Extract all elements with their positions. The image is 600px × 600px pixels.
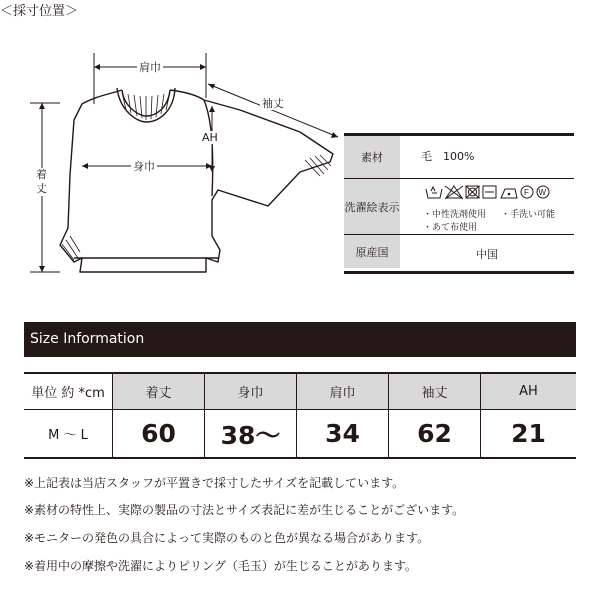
size-table [24,372,576,459]
sleeve-label: 袖丈 [262,97,284,110]
care-icons [401,182,574,204]
care-note-hand-wash: ・手洗い可能 [501,210,556,220]
ah-label: AH [202,131,218,144]
note-2: ※素材の特性上、実際の製品の寸法とサイズ表記に差が生じることがございます。 [24,503,465,517]
note-3: ※モニターの発色の具合によって実際のものと色が異なる場合があります。 [24,531,430,545]
shoulder-value: 34 [325,419,360,448]
ah-header: AH [481,374,576,409]
length-label: 着丈 [34,168,50,196]
sleeve-value: 62 [417,419,452,448]
origin-label: 原産国 [344,235,400,268]
sleeve-dim-line [208,84,338,137]
body-width-label: 身巾 [133,160,155,173]
body-width-header: 身巾 [205,374,296,409]
no-bleach-icon [445,186,463,199]
care-note-press-cloth: ・あて布使用 [423,223,478,233]
body-width-value: 38～ [220,420,281,450]
ah-value: 21 [511,419,546,448]
sleeve-header: 袖丈 [389,374,480,409]
iron-icon [501,189,517,198]
shoulder-label: 肩巾 [139,61,161,74]
unit-header: 単位 約 *cm [31,386,105,401]
size-info-title: Size Information [30,331,145,347]
length-value: 60 [141,419,176,448]
length-header: 着丈 [113,374,204,409]
dry-clean-f-icon [521,186,533,198]
flat-dry-icon [483,186,496,198]
material-value: 毛 100% [421,150,475,163]
care-note-neutral-detergent: ・中性洗剤使用 [423,210,487,220]
material-label: 素材 [344,136,400,178]
sweater-outline [60,90,333,272]
measurement-title: ＜採寸位置＞ [0,4,79,19]
wet-clean-w-icon [537,186,549,198]
note-4: ※着用中の摩擦や洗濯によりピリング（毛玉）が生じることがあります。 [24,559,417,573]
svg-text:F: F [524,188,529,197]
tumble-dry-icon [466,186,479,198]
size-info-header [24,322,576,357]
material-table [344,133,574,274]
shoulder-header: 肩巾 [297,374,388,409]
hand-wash-icon [426,187,442,198]
svg-text:W: W [538,188,547,197]
origin-value: 中国 [476,248,498,261]
size-row-label: M ～ L [48,428,88,443]
care-label: 洗濯絵表示 [344,179,400,234]
note-1: ※上記表は当店スタッフが平置きで採寸したサイズを記載しています。 [24,476,405,490]
